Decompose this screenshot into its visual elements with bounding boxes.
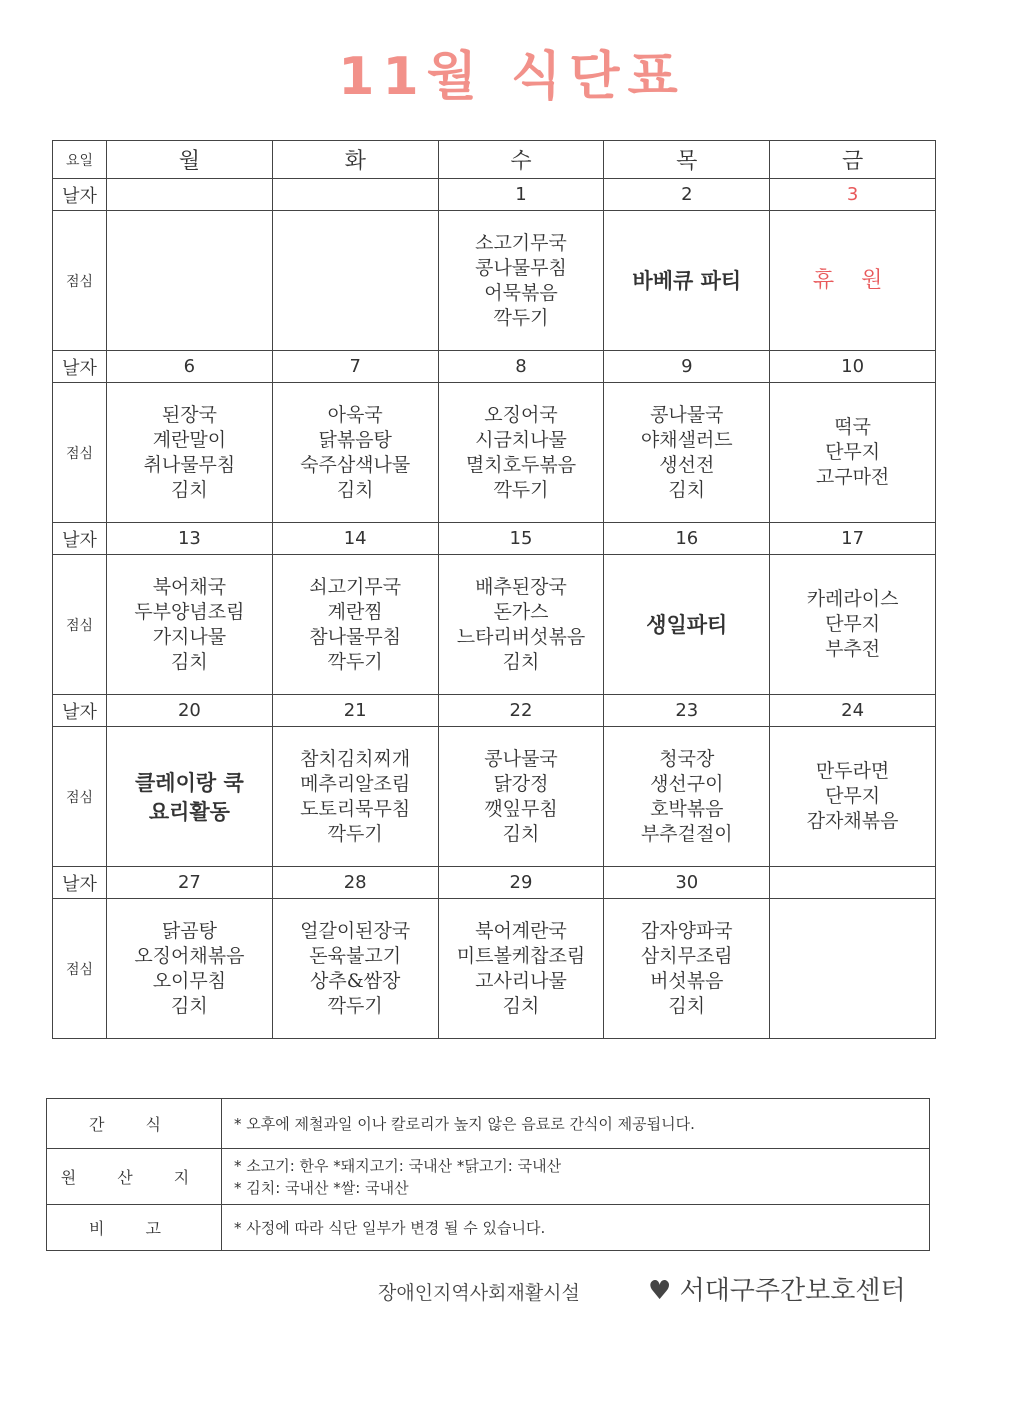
meal-item: 깍두기: [493, 478, 549, 501]
meal-item: 청국장: [659, 747, 715, 770]
date-cell-fri: [770, 867, 936, 899]
meal-item: 숙주삼색나물: [300, 453, 411, 476]
meal-item: 바베큐 파티: [632, 268, 742, 293]
date-cell-mon: [107, 179, 273, 211]
meal-item: 느타리버섯볶음: [456, 625, 586, 648]
meal-item: 카레라이스: [806, 588, 899, 610]
date-row-label: 날자: [53, 179, 107, 211]
meal-cell-tue: [272, 555, 438, 695]
meal-item: 고구마전: [815, 466, 890, 488]
meal-item: 생일파티: [646, 612, 728, 637]
weekday-header-label: 요일: [53, 141, 107, 179]
date-cell-mon: 6: [107, 351, 273, 383]
snack-text: * 오후에 제철과일 이나 칼로리가 높지 않은 음료로 간식이 제공됩니다.: [222, 1099, 930, 1149]
meal-item: 참치김치찌개: [300, 747, 411, 770]
meal-cell-wed: [438, 555, 604, 695]
meal-item: 닭곰탕: [161, 919, 217, 942]
meal-row: [53, 383, 936, 523]
meal-item: 시금치나물: [475, 428, 567, 451]
meal-item: 참나물무침: [309, 625, 402, 648]
meal-item: 단무지: [825, 441, 881, 463]
meal-item: 휴 원: [812, 268, 893, 293]
weekday-thu: 목: [604, 141, 770, 179]
date-cell-thu: 30: [604, 867, 770, 899]
meal-row: [53, 555, 936, 695]
meal-cell-thu: [604, 211, 770, 351]
meal-item: 김치: [668, 994, 706, 1017]
meal-cell-mon: [107, 211, 273, 351]
meal-item: 북어계란국: [475, 919, 567, 942]
page-title: 11월 식단표: [338, 47, 686, 107]
meal-item: 김치: [502, 822, 540, 845]
meal-item: 깍두기: [327, 822, 383, 845]
meal-cell-fri: [770, 727, 936, 867]
meal-cell-thu: [604, 383, 770, 523]
meal-item: 김치: [171, 994, 208, 1017]
meal-cell-mon: [107, 555, 273, 695]
meal-item: 된장국: [161, 403, 217, 426]
meal-item: 단무지: [825, 613, 881, 635]
meal-item: 돈육불고기: [309, 944, 402, 967]
date-cell-tue: 28: [272, 867, 438, 899]
meal-item: 요리활동: [148, 798, 230, 824]
meal-cell-fri: [770, 211, 936, 351]
meal-item: 오징어채볶음: [134, 944, 245, 967]
meal-item: 상추&쌈장: [310, 969, 401, 992]
meal-cell-tue: [272, 211, 438, 351]
meal-item: 생선구이: [650, 772, 724, 795]
meal-item: 가지나물: [152, 625, 227, 648]
date-cell-mon: 20: [107, 695, 273, 727]
note-label: 비 고: [47, 1205, 222, 1251]
date-cell-thu: 16: [604, 523, 770, 555]
info-table: [46, 1098, 930, 1251]
meal-item: 돈가스: [493, 600, 549, 623]
meal-item: 미트볼케찹조림: [456, 944, 586, 967]
date-cell-mon: 13: [107, 523, 273, 555]
meal-item: 삼치무조림: [640, 944, 733, 967]
meal-row: [53, 727, 936, 867]
meal-item: 떡국: [834, 416, 871, 438]
meal-item: 쇠고기무국: [309, 575, 402, 598]
meal-cell-thu: [604, 727, 770, 867]
snack-row: [47, 1099, 930, 1149]
footer-org: 장애인지역사회재활시설: [378, 1282, 580, 1304]
date-row: [53, 351, 936, 383]
meal-row: [53, 211, 936, 351]
menu-table: [52, 140, 936, 1039]
date-cell-wed: 29: [438, 867, 604, 899]
meal-item: 버섯볶음: [650, 969, 724, 992]
meal-item: 북어채국: [152, 575, 227, 598]
meal-cell-wed: [438, 383, 604, 523]
date-cell-fri: 3: [770, 179, 936, 211]
date-cell-fri: 17: [770, 523, 936, 555]
origin-line-1: * 소고기: 한우 *돼지고기: 국내산 *닭고기: 국내산: [234, 1156, 562, 1175]
origin-line-2: * 김치: 국내산 *쌀: 국내산: [234, 1178, 409, 1197]
date-row: [53, 523, 936, 555]
weekday-tue: 화: [272, 141, 438, 179]
meal-item: 닭강정: [493, 772, 549, 795]
meal-row-label: 점심: [53, 211, 107, 351]
meal-item: 어묵볶음: [484, 281, 558, 304]
date-cell-thu: 9: [604, 351, 770, 383]
date-cell-wed: 22: [438, 695, 604, 727]
meal-item: 깍두기: [327, 650, 383, 673]
meal-cell-fri: [770, 899, 936, 1039]
meal-item: 콩나물국: [484, 747, 558, 770]
meal-cell-wed: [438, 727, 604, 867]
meal-item: 김치: [171, 478, 208, 501]
date-cell-tue: 21: [272, 695, 438, 727]
meal-item: 아욱국: [327, 403, 383, 426]
meal-cell-tue: [272, 383, 438, 523]
meal-item: 소고기무국: [475, 231, 567, 254]
meal-item: 김치: [336, 478, 374, 501]
date-row: [53, 695, 936, 727]
meal-item: 김치: [171, 650, 208, 673]
meal-row-label: 점심: [53, 727, 107, 867]
meal-item: 고사리나물: [475, 969, 567, 992]
meal-item: 계란찜: [327, 600, 383, 623]
date-cell-wed: 1: [438, 179, 604, 211]
meal-cell-thu: [604, 899, 770, 1039]
snack-label: 간 식: [47, 1099, 222, 1149]
meal-item: 클레이랑 쿡: [135, 769, 244, 795]
meal-item: 만두라면: [815, 760, 890, 782]
meal-row-label: 점심: [53, 899, 107, 1039]
footer-center-name: ♥ 서대구주간보호센터: [648, 1276, 906, 1306]
meal-item: 도토리묵무침: [300, 797, 411, 820]
note-row: [47, 1205, 930, 1251]
meal-item: 깍두기: [493, 306, 549, 329]
meal-item: 단무지: [825, 785, 881, 807]
weekday-wed: 수: [438, 141, 604, 179]
date-cell-thu: 2: [604, 179, 770, 211]
meal-item: 계란말이: [152, 428, 227, 451]
meal-cell-mon: [107, 383, 273, 523]
meal-cell-fri: [770, 555, 936, 695]
meal-item: 취나물무침: [143, 453, 236, 476]
date-row-label: 날자: [53, 695, 107, 727]
meal-item: 배추된장국: [475, 575, 567, 598]
meal-item: 감자채볶음: [806, 810, 899, 832]
meal-row-label: 점심: [53, 555, 107, 695]
meal-item: 오징어국: [484, 403, 558, 426]
meal-cell-thu: [604, 555, 770, 695]
meal-cell-mon: [107, 899, 273, 1039]
meal-cell-tue: [272, 727, 438, 867]
meal-cell-fri: [770, 383, 936, 523]
origin-row: [47, 1149, 930, 1205]
note-text: * 사정에 따라 식단 일부가 변경 될 수 있습니다.: [222, 1205, 930, 1251]
meal-item: 오이무침: [152, 969, 227, 992]
origin-label: 원 산 지: [47, 1149, 222, 1205]
meal-item: 김치: [502, 650, 540, 673]
weekday-fri: 금: [770, 141, 936, 179]
date-cell-fri: 24: [770, 695, 936, 727]
meal-item: 김치: [502, 994, 540, 1017]
meal-row: [53, 899, 936, 1039]
meal-item: 얼갈이된장국: [300, 919, 411, 942]
date-row: [53, 179, 936, 211]
meal-cell-wed: [438, 899, 604, 1039]
meal-item: 호박볶음: [650, 797, 724, 820]
date-cell-tue: [272, 179, 438, 211]
meal-item: 닭볶음탕: [318, 428, 392, 451]
date-cell-tue: 7: [272, 351, 438, 383]
meal-item: 깻잎무침: [484, 797, 558, 820]
meal-item: 야채샐러드: [640, 428, 733, 451]
meal-row-label: 점심: [53, 383, 107, 523]
date-cell-thu: 23: [604, 695, 770, 727]
date-row-label: 날자: [53, 523, 107, 555]
date-cell-fri: 10: [770, 351, 936, 383]
meal-item: 부추겉절이: [640, 822, 733, 845]
meal-cell-mon: [107, 727, 273, 867]
meal-item: 두부양념조림: [134, 600, 245, 623]
meal-cell-wed: [438, 211, 604, 351]
meal-item: 깍두기: [327, 994, 383, 1017]
meal-item: 콩나물국: [650, 403, 724, 426]
date-cell-tue: 14: [272, 523, 438, 555]
date-cell-wed: 8: [438, 351, 604, 383]
meal-item: 메추리알조림: [300, 772, 411, 795]
meal-cell-tue: [272, 899, 438, 1039]
meal-item: 멸치호두볶음: [465, 453, 577, 476]
weekday-header-row: [53, 141, 936, 179]
origin-text: [222, 1149, 930, 1205]
meal-item: 부추전: [825, 638, 881, 660]
date-row: [53, 867, 936, 899]
date-cell-mon: 27: [107, 867, 273, 899]
meal-item: 생선전: [659, 453, 715, 476]
meal-item: 감자양파국: [640, 919, 733, 942]
weekday-mon: 월: [107, 141, 273, 179]
meal-item: 콩나물무침: [475, 256, 567, 279]
meal-item: 김치: [668, 478, 706, 501]
date-cell-wed: 15: [438, 523, 604, 555]
date-row-label: 날자: [53, 351, 107, 383]
date-row-label: 날자: [53, 867, 107, 899]
